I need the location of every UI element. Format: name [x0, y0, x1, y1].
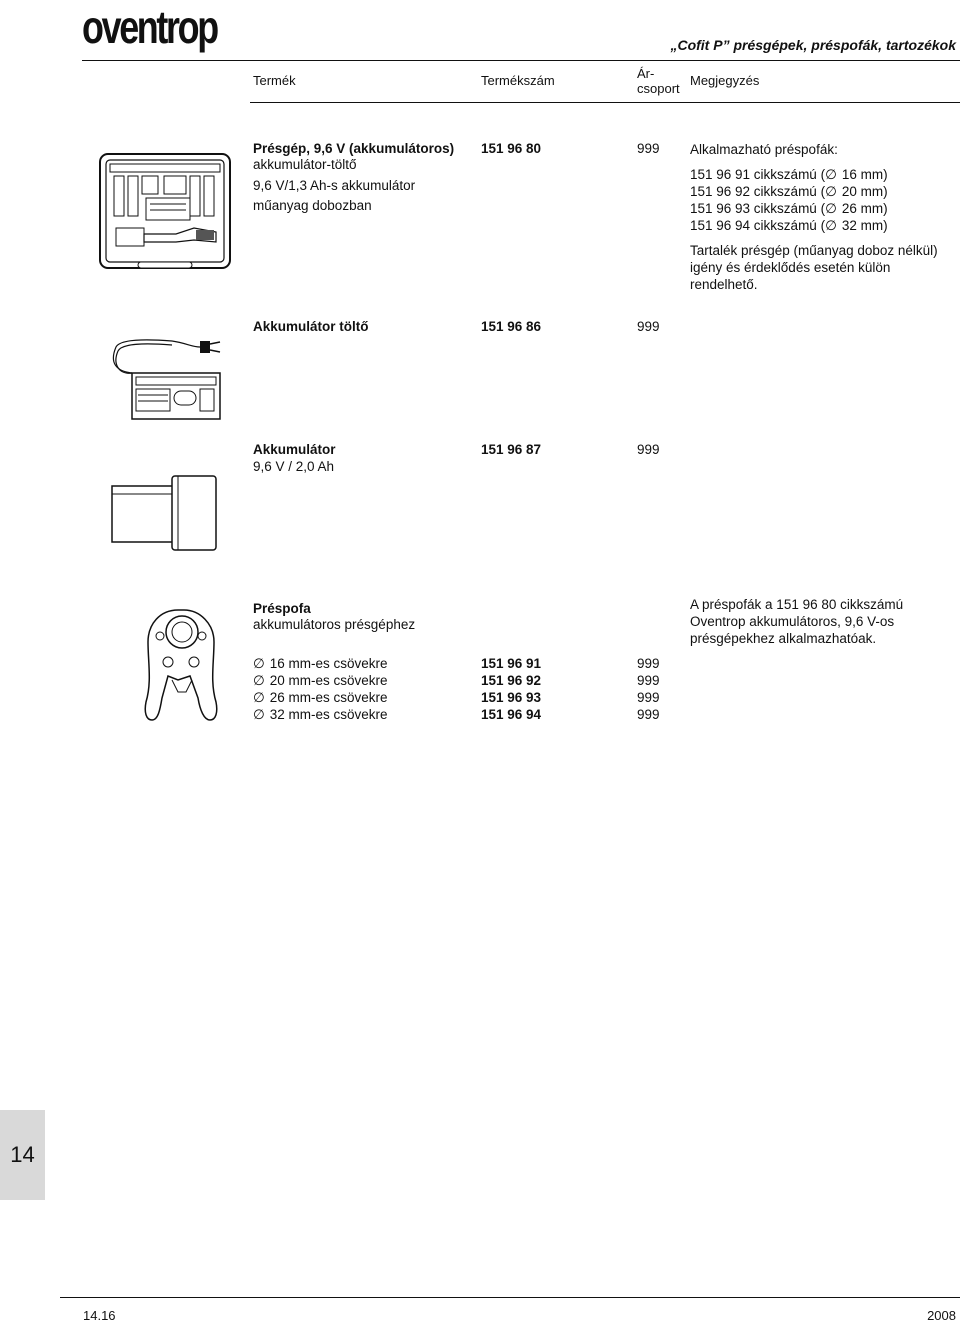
jaw-desc: akkumulátoros présgéphez: [253, 617, 416, 632]
page-title: „Cofit P” présgépek, préspofák, tartozékok: [670, 37, 956, 53]
diameter-icon: ∅: [825, 201, 837, 216]
jaw-product-name: Préspofa: [253, 601, 311, 616]
press-desc-1: akkumulátor-töltő: [253, 157, 357, 172]
header-rule: [82, 60, 960, 61]
jaw-row-label: ∅ 20 mm-es csövekre: [253, 673, 388, 688]
jaw-row-code: 151 96 91: [481, 656, 542, 671]
diameter-icon: ∅: [825, 218, 837, 233]
jaw-row-price-group: 999: [637, 656, 660, 671]
press-note-extra-2: igény és érdeklődés esetén külön: [690, 260, 891, 275]
press-desc-2: 9,6 V/1,3 Ah-s akkumulátor: [253, 178, 416, 193]
battery-code: 151 96 87: [481, 442, 542, 457]
footer-year: 2008: [927, 1308, 956, 1323]
press-note-line-3: 151 96 93 cikkszámú (∅ 26 mm): [690, 201, 888, 216]
jaw-row-label: ∅ 16 mm-es csövekre: [253, 656, 388, 671]
diameter-icon: ∅: [253, 707, 265, 722]
footer-rule: [60, 1297, 960, 1298]
jaw-row-label: ∅ 26 mm-es csövekre: [253, 690, 388, 705]
jaw-row-price-group: 999: [637, 707, 660, 722]
jaw-note-3: présgépekhez alkalmazhatóak.: [690, 631, 877, 646]
charger-price-group: 999: [637, 319, 660, 334]
jaw-note-2: Oventrop akkumulátoros, 9,6 V-os: [690, 614, 895, 629]
diameter-icon: ∅: [825, 184, 837, 199]
charger-code: 151 96 86: [481, 319, 542, 334]
battery-desc: 9,6 V / 2,0 Ah: [253, 459, 335, 474]
jaw-row-price-group: 999: [637, 690, 660, 705]
jaw-row-code: 151 96 93: [481, 690, 542, 705]
col-header-code: Termékszám: [481, 73, 555, 88]
press-desc-3: műanyag dobozban: [253, 198, 372, 213]
diameter-icon: ∅: [253, 690, 265, 705]
jaw-note-1: A préspofák a 151 96 80 cikkszámú: [690, 597, 904, 612]
press-note-extra-3: rendelhető.: [690, 277, 758, 292]
jaw-row-code: 151 96 92: [481, 673, 542, 688]
press-price-group: 999: [637, 141, 660, 156]
charger-image: [106, 335, 226, 423]
battery-product-name: Akkumulátor: [253, 442, 336, 457]
column-header-rule: [250, 102, 960, 103]
charger-product-name: Akkumulátor töltő: [253, 319, 369, 334]
col-header-price-group: Ár- csoport: [637, 66, 680, 96]
col-header-product: Termék: [253, 73, 296, 88]
chapter-tab: [0, 1110, 45, 1200]
diameter-icon: ∅: [253, 656, 265, 671]
press-note-line-4: 151 96 94 cikkszámú (∅ 32 mm): [690, 218, 888, 233]
press-tool-case-image: [98, 150, 232, 272]
oventrop-logo: oventrop: [82, 1, 217, 53]
press-product-name: Présgép, 9,6 V (akkumulátoros): [253, 141, 455, 156]
page-number: 14.16: [83, 1308, 116, 1323]
press-note-title: Alkalmazható préspofák:: [690, 142, 838, 157]
battery-price-group: 999: [637, 442, 660, 457]
diameter-icon: ∅: [253, 673, 265, 688]
chapter-tab-number: 14: [10, 1142, 35, 1167]
jaw-row-price-group: 999: [637, 673, 660, 688]
col-header-note: Megjegyzés: [690, 73, 760, 88]
battery-image: [110, 474, 220, 554]
press-note-line-1: 151 96 91 cikkszámú (∅ 16 mm): [690, 167, 888, 182]
jaw-row-label: ∅ 32 mm-es csövekre: [253, 707, 388, 722]
jaw-row-code: 151 96 94: [481, 707, 542, 722]
diameter-icon: ∅: [825, 167, 837, 182]
pressing-jaw-image: [138, 606, 224, 724]
press-code: 151 96 80: [481, 141, 542, 156]
press-note-extra-1: Tartalék présgép (műanyag doboz nélkül): [690, 243, 938, 258]
press-note-line-2: 151 96 92 cikkszámú (∅ 20 mm): [690, 184, 888, 199]
